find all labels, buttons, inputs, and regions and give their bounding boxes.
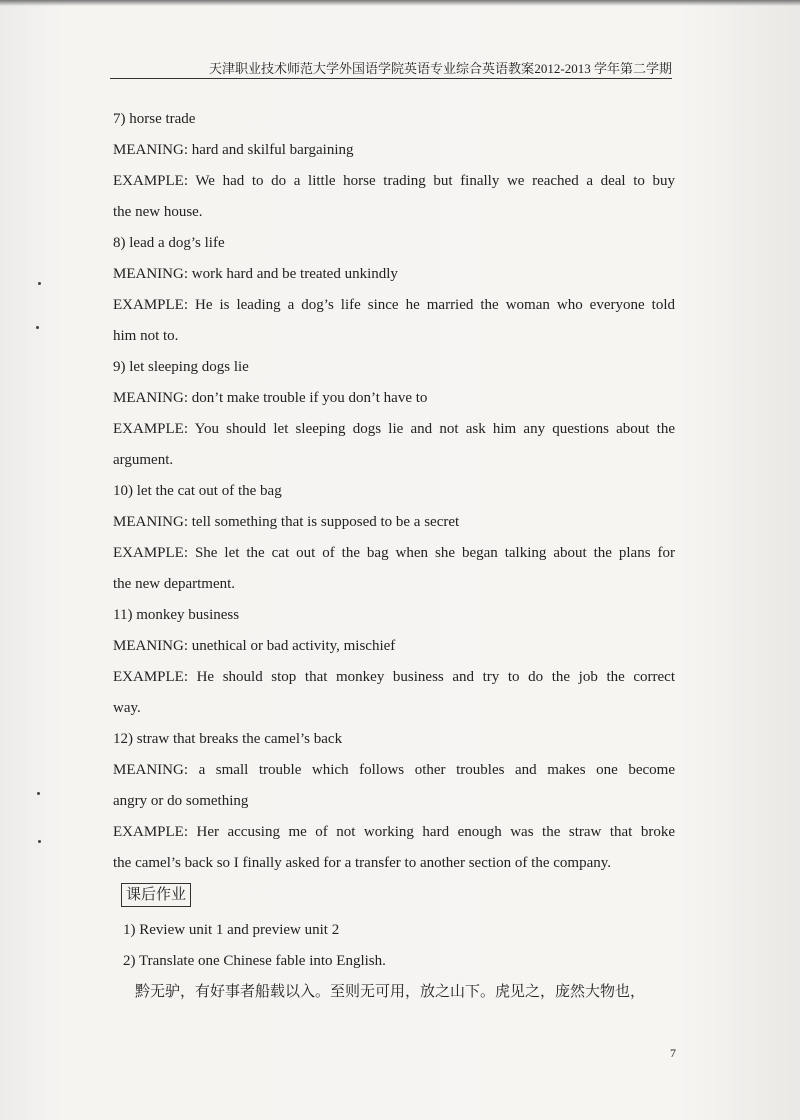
idiom-entry bbox=[113, 724, 675, 879]
chinese-fable-text: 黔无驴，有好事者船载以入。至则无可用，放之山下。虎见之，庞然大物也， bbox=[135, 984, 646, 1000]
idiom-entry bbox=[113, 228, 675, 352]
idiom-example: EXAMPLE: He should stop that monkey business and try to do the job the correct bbox=[113, 669, 675, 685]
header-term: 2012-2013 学年第二学期 bbox=[534, 61, 672, 76]
homework-section bbox=[113, 879, 675, 915]
idiom-heading: 8) lead a dog’s life bbox=[113, 235, 225, 251]
idiom-example: EXAMPLE: Her accusing me of not working hard enough was the straw that broke bbox=[113, 824, 675, 840]
scan-speck bbox=[36, 326, 39, 329]
idiom-heading: 11) monkey business bbox=[113, 607, 240, 623]
idiom-example: EXAMPLE: We had to do a little horse trading but finally we reached a deal to buy bbox=[113, 173, 675, 189]
header-title: 天津职业技术师范大学外国语学院英语专业综合英语教案 bbox=[208, 61, 534, 76]
idiom-entry bbox=[113, 352, 675, 476]
homework-item: 1) Review unit 1 and preview unit 2 bbox=[123, 922, 340, 938]
idiom-meaning: MEANING: hard and skilful bargaining bbox=[113, 142, 354, 158]
idiom-entry bbox=[113, 476, 675, 600]
document-body bbox=[113, 104, 675, 1008]
page-header bbox=[110, 56, 672, 79]
idiom-example: EXAMPLE: She let the cat out of the bag when she began talking about the plans for bbox=[113, 545, 675, 561]
idiom-example-cont: the new house. bbox=[113, 204, 203, 220]
idiom-heading: 12) straw that breaks the camel’s back bbox=[113, 731, 343, 747]
idiom-meaning: MEANING: don’t make trouble if you don’t have to bbox=[113, 390, 428, 406]
idiom-meaning: MEANING: unethical or bad activity, mischief bbox=[113, 638, 396, 654]
idiom-example-cont: way. bbox=[113, 700, 141, 716]
page-number: 7 bbox=[670, 1046, 676, 1060]
scan-speck bbox=[37, 792, 40, 795]
scan-speck bbox=[38, 282, 41, 285]
idiom-heading: 7) horse trade bbox=[113, 111, 196, 127]
idiom-meaning: MEANING: work hard and be treated unkindly bbox=[113, 266, 398, 282]
idiom-example: EXAMPLE: You should let sleeping dogs lie and not ask him any questions about the bbox=[113, 421, 675, 437]
idiom-example-cont: the new department. bbox=[113, 576, 236, 592]
idiom-entry bbox=[113, 104, 675, 228]
idiom-heading: 9) let sleeping dogs lie bbox=[113, 359, 249, 375]
scan-shadow bbox=[0, 0, 800, 6]
scan-speck bbox=[38, 840, 41, 843]
idiom-meaning-cont: angry or do something bbox=[113, 793, 249, 809]
idiom-example-cont: the camel’s back so I finally asked for a transfer to another section of the company. bbox=[113, 855, 612, 871]
homework-title: 课后作业 bbox=[121, 883, 191, 907]
idiom-entry bbox=[113, 600, 675, 724]
idiom-example: EXAMPLE: He is leading a dog’s life since he married the woman who everyone told bbox=[113, 297, 675, 313]
idiom-meaning: MEANING: a small trouble which follows other troubles and makes one become bbox=[113, 762, 675, 778]
idiom-heading: 10) let the cat out of the bag bbox=[113, 483, 282, 499]
homework-item: 2) Translate one Chinese fable into English. bbox=[123, 953, 386, 969]
idiom-example-cont: argument. bbox=[113, 452, 174, 468]
idiom-example-cont: him not to. bbox=[113, 328, 179, 344]
idiom-meaning: MEANING: tell something that is supposed to be a secret bbox=[113, 514, 460, 530]
